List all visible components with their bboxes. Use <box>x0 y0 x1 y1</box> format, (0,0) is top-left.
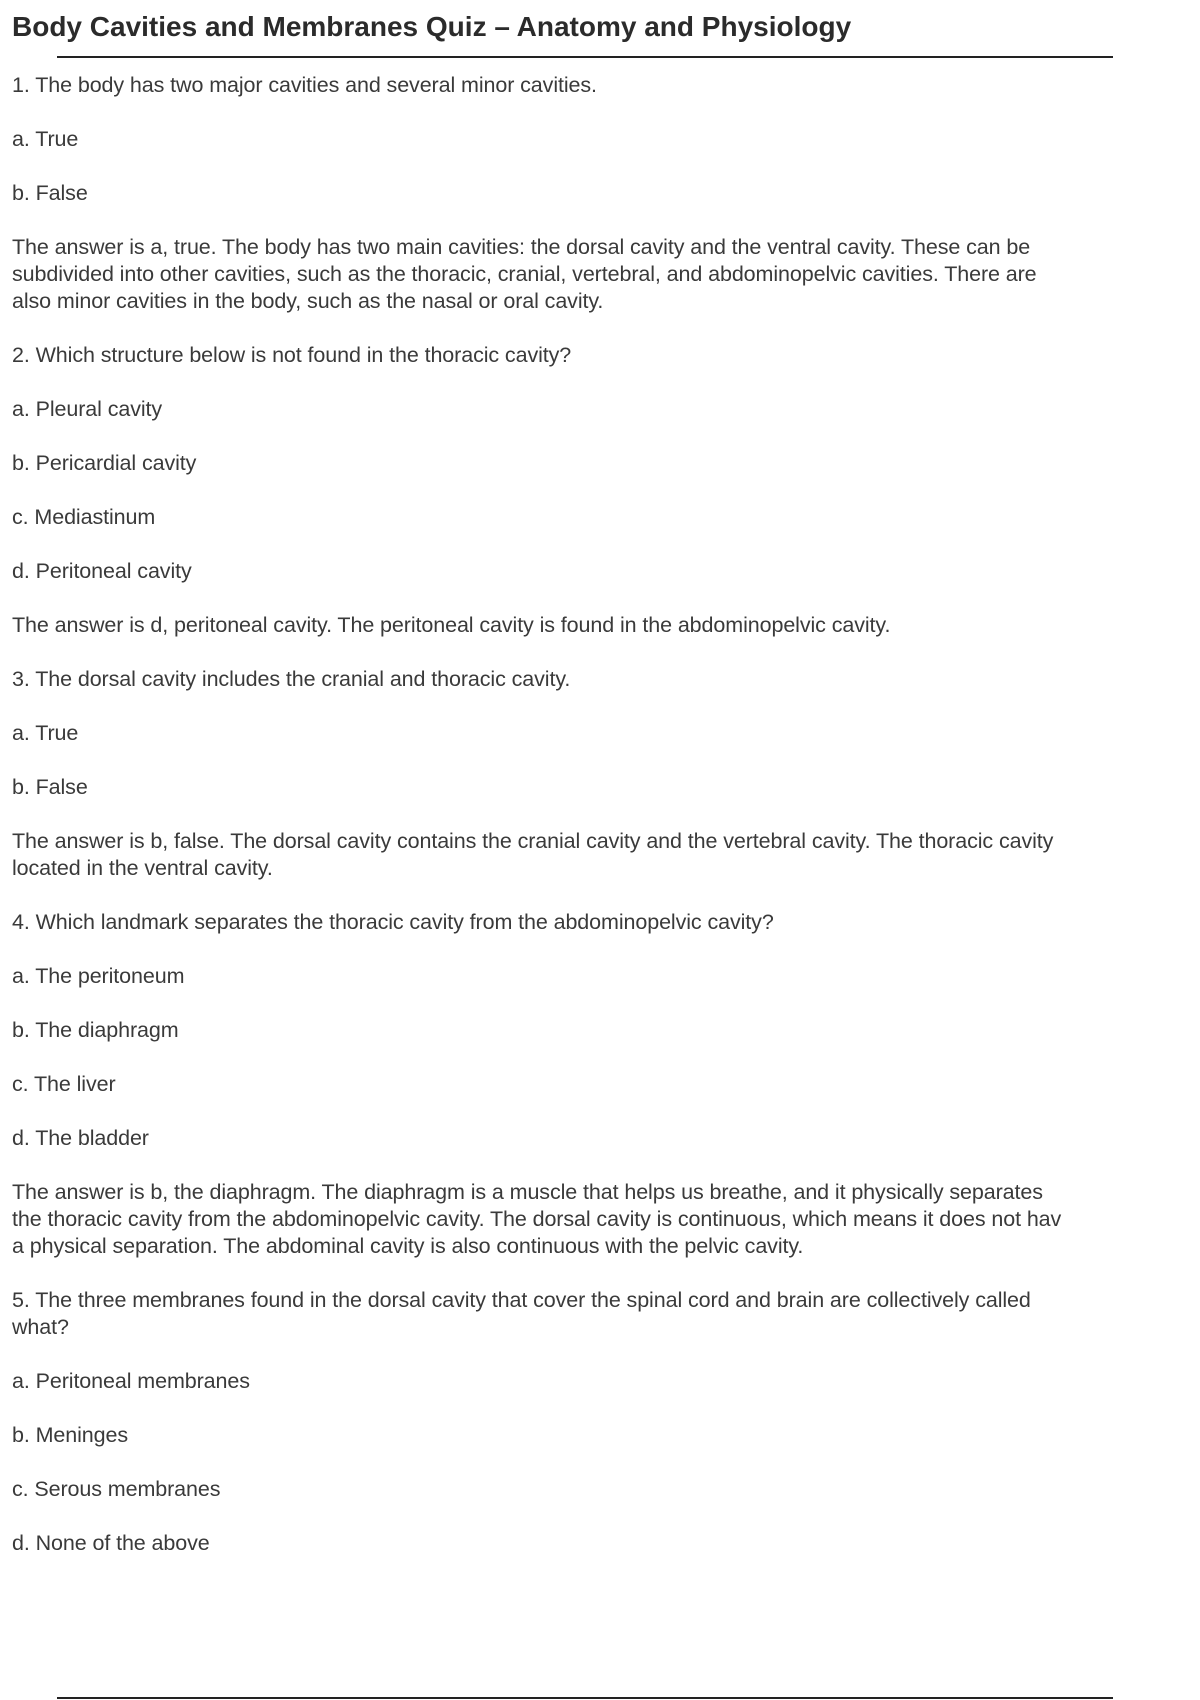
page-title: Body Cavities and Membranes Quiz – Anatomy and Physiology <box>12 11 852 42</box>
explanation-line: subdivided into other cavities, such as the thoracic, cranial, vertebral, and abdominopelvic cavities. There are <box>12 262 1037 286</box>
quiz-content <box>12 72 1200 1584</box>
answer-option: d. Peritoneal cavity <box>12 559 192 583</box>
question-prompt: 2. Which structure below is not found in the thoracic cavity? <box>12 343 572 367</box>
answer-explanation <box>12 234 1200 315</box>
answer-option: c. Mediastinum <box>12 505 156 529</box>
answer-option: a. True <box>12 721 79 745</box>
explanation-line: The answer is b, the diaphragm. The diaphragm is a muscle that helps us breathe, and it physically separates <box>12 1180 1043 1204</box>
question-5 <box>12 1287 1200 1557</box>
answer-option: b. Meninges <box>12 1423 129 1447</box>
answer-option: d. The bladder <box>12 1126 149 1150</box>
answer-option: b. The diaphragm <box>12 1018 179 1042</box>
question-2 <box>12 342 1200 639</box>
question-prompt-line: what? <box>12 1315 69 1339</box>
question-prompt <box>12 1287 1200 1341</box>
question-4 <box>12 909 1200 1260</box>
answer-option: c. Serous membranes <box>12 1477 221 1501</box>
answer-explanation <box>12 1179 1200 1260</box>
explanation-line: The answer is d, peritoneal cavity. The peritoneal cavity is found in the abdominopelvic cavity. <box>12 613 891 637</box>
answer-option: a. Pleural cavity <box>12 397 163 421</box>
top-divider <box>57 56 1113 58</box>
answer-explanation <box>12 828 1200 882</box>
bottom-divider <box>57 1697 1113 1699</box>
question-prompt: 1. The body has two major cavities and several minor cavities. <box>12 73 597 97</box>
explanation-line: located in the ventral cavity. <box>12 856 273 880</box>
explanation-line: a physical separation. The abdominal cavity is also continuous with the pelvic cavity. <box>12 1234 804 1258</box>
answer-option: b. False <box>12 181 88 205</box>
question-prompt: 3. The dorsal cavity includes the cranial and thoracic cavity. <box>12 667 571 691</box>
answer-option: a. Peritoneal membranes <box>12 1369 250 1393</box>
question-prompt: 4. Which landmark separates the thoracic cavity from the abdominopelvic cavity? <box>12 910 774 934</box>
explanation-line: The answer is a, true. The body has two main cavities: the dorsal cavity and the ventral cavity. These can be <box>12 235 1031 259</box>
question-3 <box>12 666 1200 882</box>
explanation-line: also minor cavities in the body, such as the nasal or oral cavity. <box>12 289 604 313</box>
explanation-line: The answer is b, false. The dorsal cavity contains the cranial cavity and the vertebral cavity. The thoracic cavity <box>12 829 1054 853</box>
explanation-line: the thoracic cavity from the abdominopelvic cavity. The dorsal cavity is continuous, which means it does not hav <box>12 1207 1062 1231</box>
question-prompt-line: 5. The three membranes found in the dorsal cavity that cover the spinal cord and brain are collectively called <box>12 1288 1031 1312</box>
answer-explanation <box>12 612 1200 639</box>
answer-option: a. The peritoneum <box>12 964 185 988</box>
answer-option: d. None of the above <box>12 1531 210 1555</box>
answer-option: a. True <box>12 127 79 151</box>
question-1 <box>12 72 1200 315</box>
answer-option: b. Pericardial cavity <box>12 451 197 475</box>
answer-option: b. False <box>12 775 88 799</box>
answer-option: c. The liver <box>12 1072 116 1096</box>
